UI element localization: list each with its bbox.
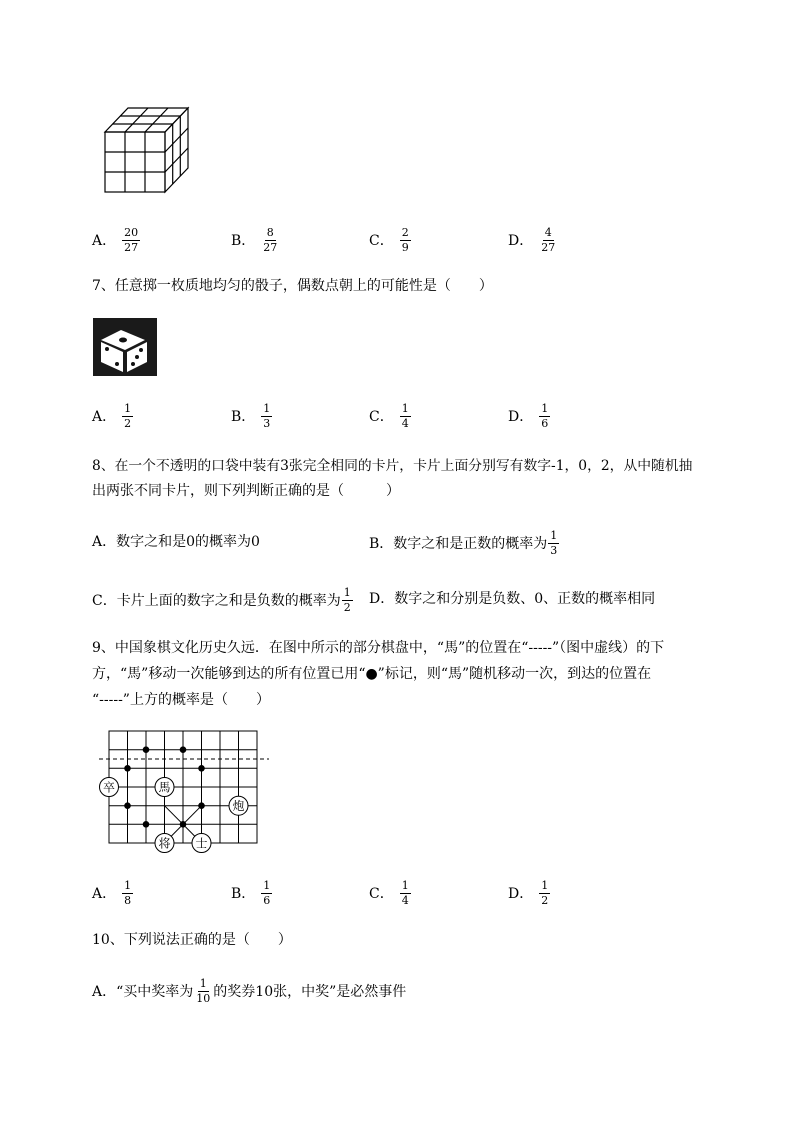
- option-letter: B．: [231, 885, 256, 902]
- q7-option-a[interactable]: [92, 403, 133, 430]
- chess-board-figure: [96, 726, 272, 854]
- q9-option-b[interactable]: [231, 880, 272, 907]
- q10-option-a[interactable]: [92, 978, 406, 1005]
- option-letter: B．: [231, 232, 256, 249]
- q9-question-line3: “-----”上方的概率是（ ）: [92, 692, 270, 708]
- q7-option-b[interactable]: [231, 403, 272, 430]
- fraction: $\frac{2}{9}$: [401, 226, 409, 254]
- q7-option-d[interactable]: [508, 403, 550, 430]
- option-letter: C．: [369, 408, 394, 425]
- fraction: $\frac{1}{6}$: [263, 879, 271, 907]
- q6-option-d[interactable]: [508, 227, 557, 254]
- option-text: 的奖券10张，中奖”是必然事件: [213, 983, 407, 1000]
- fraction: $\frac{1}{2}$: [541, 879, 549, 907]
- q6-option-c[interactable]: [369, 227, 411, 254]
- q9-question-line2: 方，“馬”移动一次能够到达的所有位置已用“●”标记，则“馬”随机移动一次，到达的位置在: [92, 666, 652, 682]
- fraction: $\frac{1}{8}$: [124, 879, 132, 907]
- option-letter: D．: [508, 885, 534, 902]
- q8-option-d[interactable]: [369, 589, 655, 609]
- fraction: $\frac{1}{4}$: [401, 879, 409, 907]
- fraction: $\frac{1}{3}$: [263, 402, 271, 430]
- option-text: D．数字之和分别是负数、0、正数的概率相同: [369, 591, 656, 607]
- piece-shi: 士: [195, 836, 208, 851]
- option-text: A．数字之和是0的概率为0: [92, 534, 260, 550]
- fraction: $\frac{1}{4}$: [401, 402, 409, 430]
- option-letter: C．: [369, 885, 394, 902]
- q7-option-c[interactable]: [369, 403, 411, 430]
- option-text: A．“买中奖率为: [92, 983, 194, 1000]
- option-text: C．卡片上面的数字之和是负数的概率为: [92, 592, 341, 609]
- q7-question: 7、任意掷一枚质地均匀的骰子，偶数点朝上的可能性是（ ）: [92, 278, 493, 294]
- option-letter: A．: [92, 232, 117, 249]
- q8-question-line2: 出两张不同卡片，则下列判断正确的是（ ）: [92, 483, 400, 499]
- q8-option-a[interactable]: [92, 532, 260, 552]
- q10-question: 10、下列说法正确的是（ ）: [92, 932, 292, 948]
- q9-option-a[interactable]: [92, 880, 133, 907]
- piece-ma: 馬: [158, 780, 171, 795]
- q8-question-line1: 8、在一个不透明的口袋中装有3张完全相同的卡片，卡片上面分别写有数字-1，0，2，从中随机抽: [92, 458, 693, 474]
- fraction: $\frac{1}{6}$: [541, 402, 549, 430]
- piece-zu: 卒: [102, 780, 116, 795]
- fraction: $\frac{1}{3}$: [550, 529, 558, 557]
- q9-question-line1: 9、中国象棋文化历史久远．在图中所示的部分棋盘中，“馬”的位置在“-----”（图中虚线）的下: [92, 640, 665, 656]
- q9-option-c[interactable]: [369, 880, 411, 907]
- fraction: $\frac{1}{2}$: [343, 586, 351, 614]
- q6-option-a[interactable]: [92, 227, 140, 254]
- piece-pao: 炮: [232, 799, 245, 814]
- q6-option-b[interactable]: [231, 227, 279, 254]
- fraction: $\frac{1}{2}$: [124, 402, 132, 430]
- cube-figure: [100, 100, 200, 200]
- option-letter: B．: [231, 408, 256, 425]
- piece-jiang: 将: [158, 836, 171, 851]
- q9-option-d[interactable]: [508, 880, 550, 907]
- option-letter: D．: [508, 408, 534, 425]
- fraction: $\frac{8}{27}$: [263, 226, 278, 254]
- dice-figure: [93, 318, 157, 376]
- option-text: B．数字之和是正数的概率为: [369, 535, 548, 552]
- fraction: $\frac{4}{27}$: [541, 226, 556, 254]
- q8-option-c[interactable]: [92, 587, 354, 614]
- option-letter: D．: [508, 232, 534, 249]
- fraction: $\frac{1}{10}$: [196, 977, 211, 1005]
- fraction: $\frac{20}{27}$: [124, 226, 139, 254]
- option-letter: A．: [92, 885, 117, 902]
- q8-option-b[interactable]: [369, 530, 560, 557]
- option-letter: C．: [369, 232, 394, 249]
- option-letter: A．: [92, 408, 117, 425]
